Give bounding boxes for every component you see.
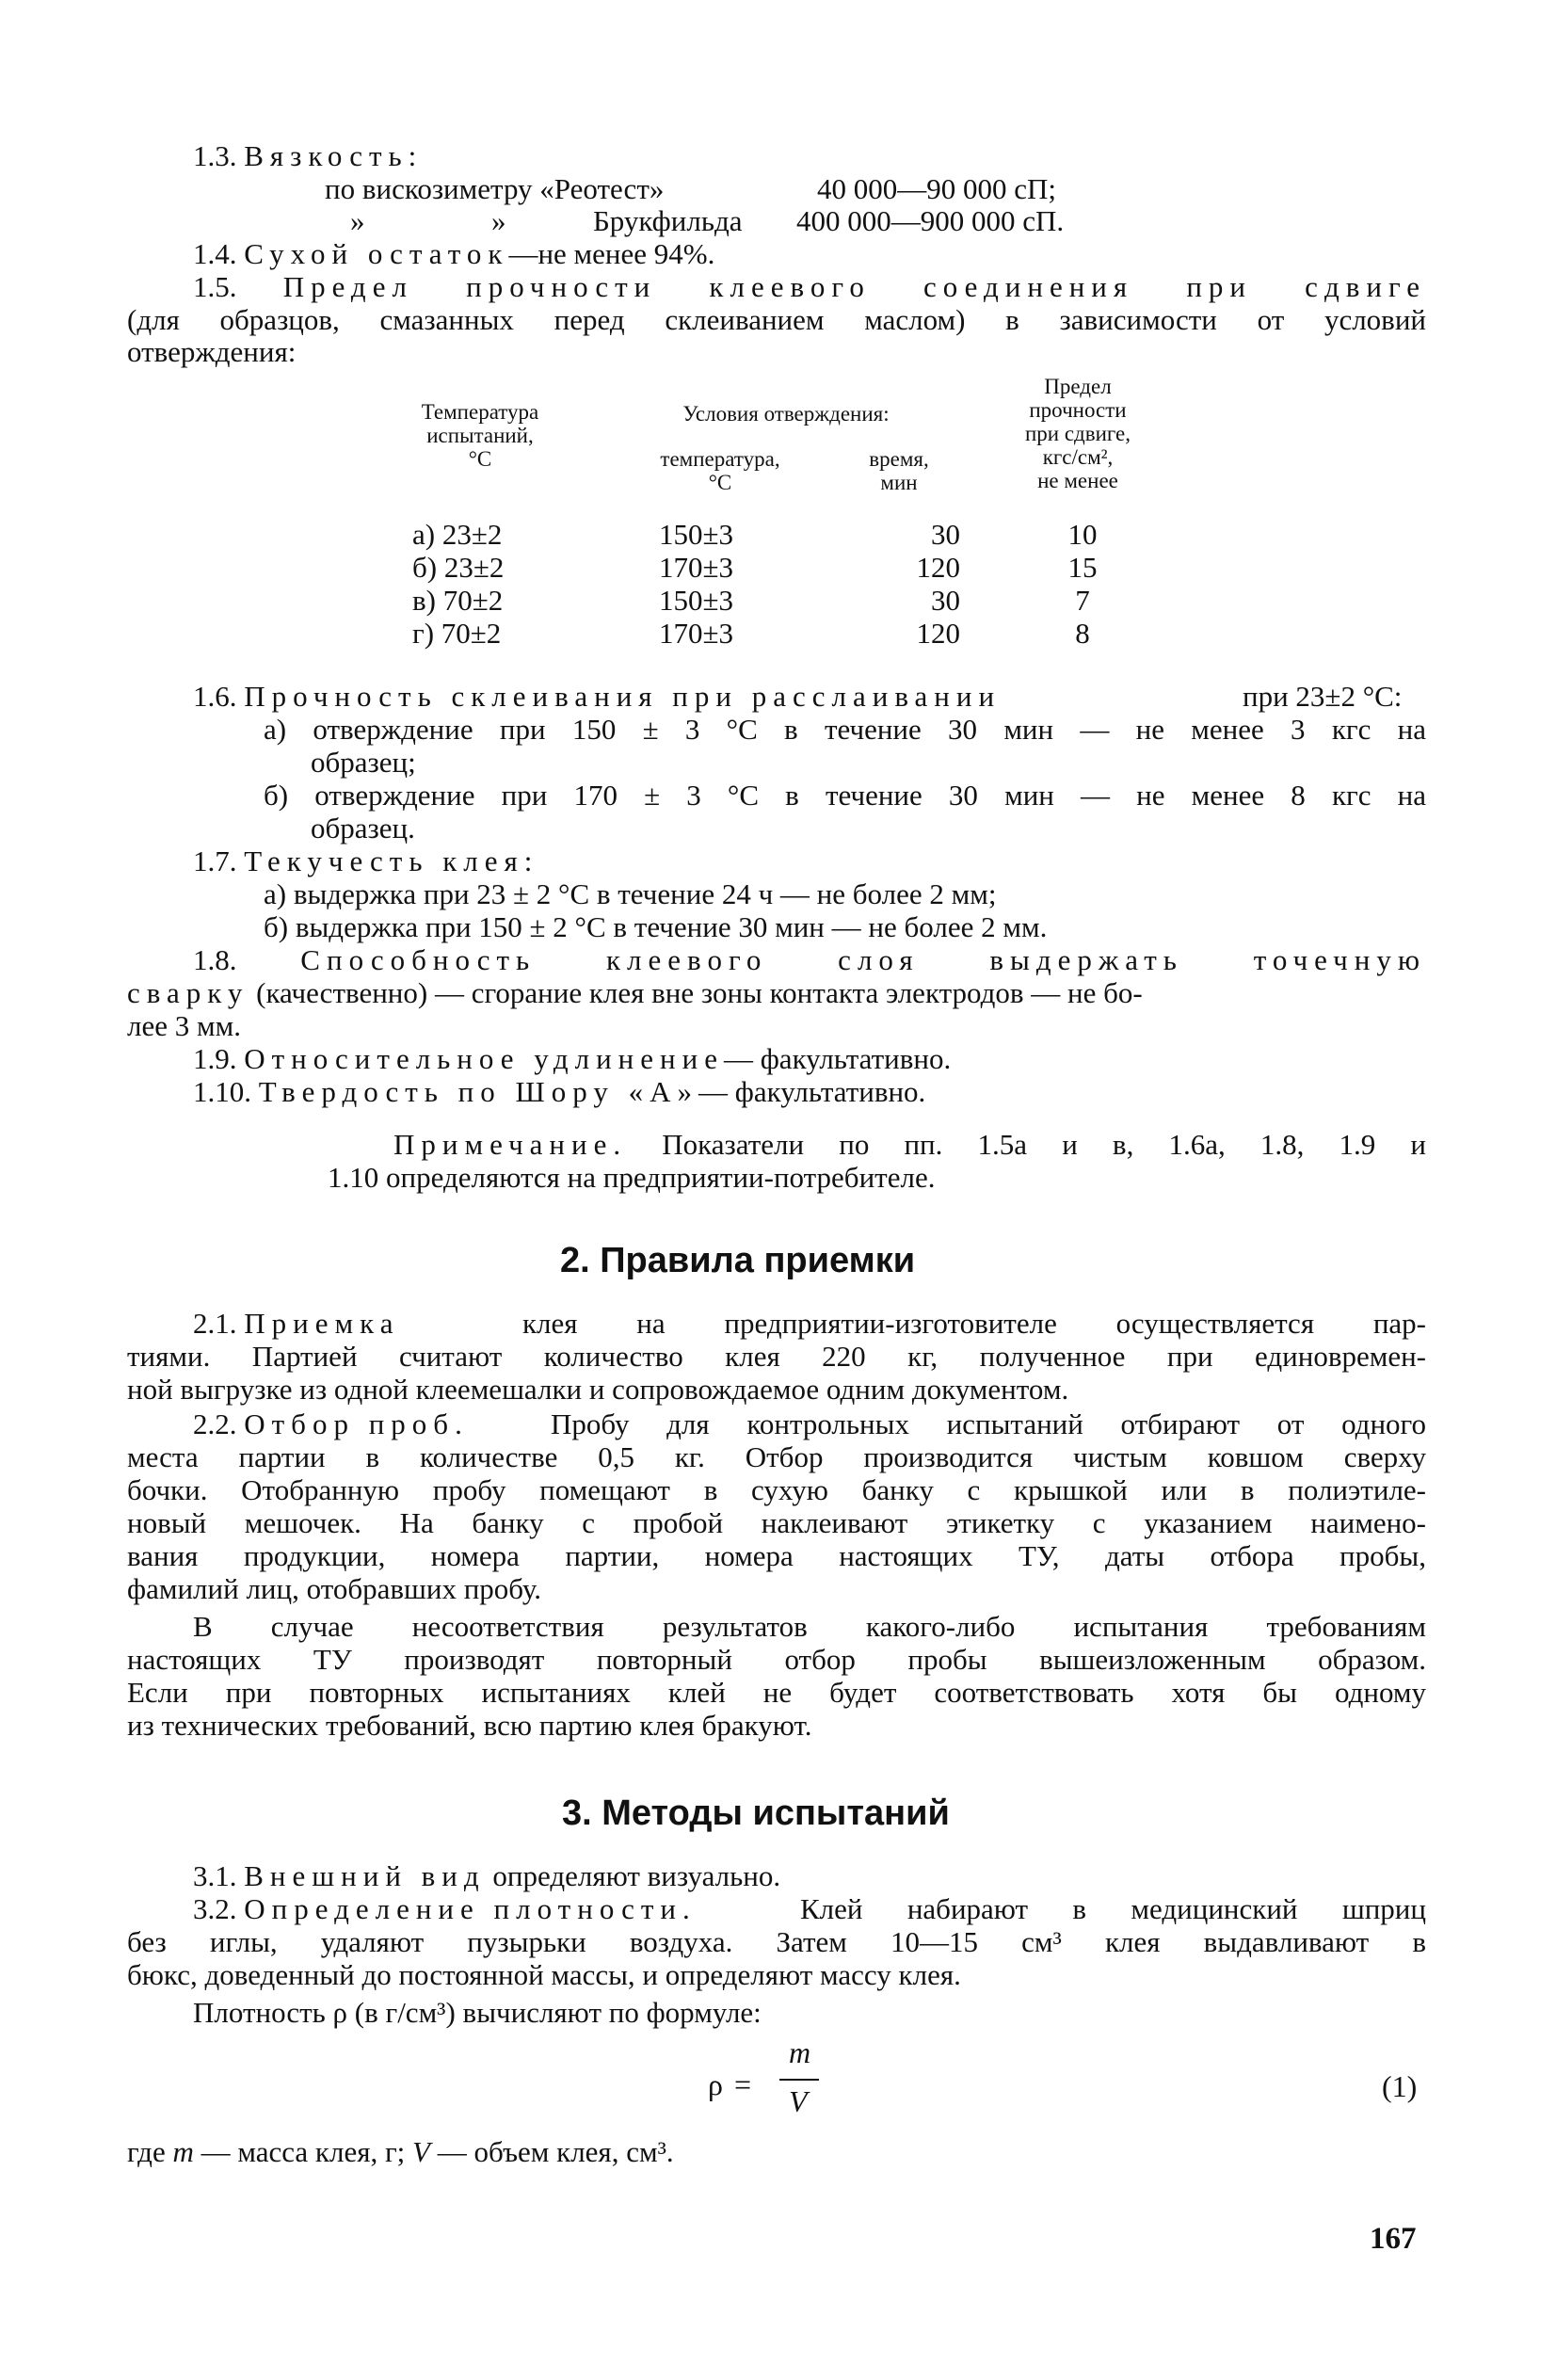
- item-2-1-l1: клея на предприятии-изготовителе осуществляется пар-: [522, 1307, 1426, 1340]
- formula-number: (1): [1382, 2069, 1418, 2103]
- table-cell-time: 30: [931, 584, 960, 617]
- formula-denominator: V: [789, 2084, 808, 2118]
- item-1-6-b: б) отверждение при 170 ± 3 °С в течение 30 мин — не менее 8 кгс на: [264, 779, 1426, 812]
- note: Примечание. Показатели по пп. 1.5а и в, 1.6а, 1.8, 1.9 и: [393, 1128, 1427, 1161]
- item-2-2-l2: места партии в количестве 0,5 кг. Отбор производится чистым ковшом сверху: [127, 1440, 1426, 1473]
- item-2-2-l6: фамилий лиц, отобравших пробу.: [127, 1572, 542, 1605]
- item-2-1: 2.1. Приемка: [193, 1307, 400, 1340]
- item-1-7-a: а) выдержка при 23 ± 2 °С в течение 24 ч — не более 2 мм;: [264, 877, 997, 910]
- note-line2: 1.10 определяются на предприятии-потребителе.: [328, 1161, 936, 1194]
- item-1-5-line2: (для образцов, смазанных перед склеиванием маслом) в зависимости от условий: [127, 303, 1426, 336]
- table-cell-time: 30: [931, 518, 960, 551]
- table-header-cure-time: время, мин: [869, 447, 929, 494]
- item-3-2-l2: без иглы, удаляют пузырьки воздуха. Затем 10—15 см³ клея выдавливают в: [127, 1925, 1426, 1958]
- item-1-7: 1.7. Текучесть клея:: [193, 844, 539, 877]
- viscosity-brookfield-value: 400 000—900 000 сП.: [796, 204, 1065, 237]
- table-row-label: г) 70±2: [412, 617, 502, 650]
- item-2-1-l2: тиями. Партией считают количество клея 220 кг, полученное при единовремен-: [127, 1340, 1426, 1373]
- item-2-2-l5: вания продукции, номера партии, номера настоящих ТУ, даты отбора пробы,: [127, 1539, 1426, 1572]
- table-cell-temp: 170±3: [659, 617, 734, 650]
- item-1-8: 1.8. Способность клеевого слоя выдержать точечную: [193, 943, 1426, 976]
- item-3-1: 3.1. Внешний вид определяют визуально.: [193, 1859, 781, 1892]
- para-2-3-l4: из технических требований, всю партию клея бракуют.: [127, 1709, 812, 1742]
- formula-lhs: ρ: [708, 2067, 723, 2101]
- viscosity-brookfield-label: Брукфильда: [593, 204, 743, 237]
- item-1-9: 1.9. Относительное удлинение— факультативно.: [193, 1042, 952, 1075]
- item-1-3: 1.3. Вязкость:: [193, 139, 424, 172]
- item-1-6-a-cont: образец;: [311, 746, 416, 779]
- item-2-2-l3: бочки. Отобранную пробу помещают в сухую банку с крышкой или в полиэтиле-: [127, 1473, 1426, 1506]
- table-header-test-temp: Температура испытаний, °С: [421, 400, 539, 471]
- table-row-label: б) 23±2: [412, 551, 505, 584]
- table-cell-temp: 170±3: [659, 551, 734, 584]
- table-row-label: а) 23±2: [412, 518, 503, 551]
- item-3-2: 3.2. Определение плотности.: [193, 1892, 697, 1925]
- table-cell-temp: 150±3: [659, 518, 734, 551]
- formula-intro: Плотность ρ (в г/см³) вычисляют по формуле:: [193, 1996, 762, 2029]
- para-2-3-l1: В случае несоответствия результатов какого-либо испытания требованиям: [193, 1610, 1426, 1643]
- item-1-8-line3: лее 3 мм.: [127, 1009, 241, 1042]
- table-header-cure-temp: температура, °С: [660, 447, 780, 494]
- viscosity-reotest-label: по вискозиметру «Реотест»: [325, 172, 665, 205]
- table-cell-temp: 150±3: [659, 584, 734, 617]
- item-2-1-l3: ной выгрузке из одной клеемешалки и сопровождаемое одним документом.: [127, 1373, 1069, 1406]
- item-2-2: 2.2. Отбор проб.: [193, 1407, 469, 1440]
- table-cell-strength: 8: [1075, 617, 1090, 650]
- table-cell-time: 120: [916, 551, 960, 584]
- table-header-cure-conditions: Условия отверждения:: [682, 402, 890, 426]
- item-1-5: 1.5. Предел прочности клеевого соединения при сдвиге: [193, 270, 1427, 303]
- item-1-6-b-cont: образец.: [311, 812, 415, 844]
- item-1-3-title: Вязкость:: [244, 139, 424, 172]
- item-1-6: 1.6. Прочность склеивания при расслаивании: [193, 680, 1002, 713]
- table-row-label: в) 70±2: [412, 584, 504, 617]
- page-number: 167: [1370, 2222, 1417, 2256]
- item-2-2-l4: новый мешочек. На банку с пробой наклеивают этикетку с указанием наимено-: [127, 1506, 1426, 1539]
- item-1-4: 1.4. Сухой остаток—не менее 94%.: [193, 237, 715, 270]
- table-cell-strength: 15: [1067, 551, 1098, 584]
- fraction-bar: [779, 2079, 819, 2081]
- formula-equals: =: [734, 2067, 752, 2101]
- item-3-2-l3: бюкс, доведенный до постоянной массы, и определяют массу клея.: [127, 1958, 961, 1991]
- item-1-10: 1.10. Твердость по Шору «А»— факультативно.: [193, 1075, 926, 1108]
- formula-where: где m — масса клея, г; V — объем клея, см³.: [127, 2135, 674, 2168]
- item-1-8-line2: сварку (качественно) — сгорание клея вне зоны контакта электродов — не бо-: [127, 976, 1143, 1009]
- viscosity-reotest-value: 40 000—90 000 сП;: [817, 172, 1057, 205]
- ditto-mark: »: [491, 204, 506, 237]
- section-3-title: 3. Методы испытаний: [562, 1793, 950, 1833]
- item-1-5-line3: отверждения:: [127, 335, 297, 368]
- ditto-mark: »: [350, 204, 365, 237]
- table-cell-time: 120: [916, 617, 960, 650]
- table-cell-strength: 7: [1075, 584, 1090, 617]
- item-1-6-a: а) отверждение при 150 ± 3 °С в течение 30 мин — не менее 3 кгс на: [264, 713, 1426, 746]
- section-2-title: 2. Правила приемки: [560, 1241, 916, 1280]
- para-2-3-l2: настоящих ТУ производят повторный отбор пробы вышеизложенным образом.: [127, 1643, 1426, 1676]
- table-header-strength: Предел прочности при сдвиге, кгс/см², не менее: [1024, 375, 1131, 492]
- item-1-6-tail: при 23±2 °С:: [1243, 680, 1403, 713]
- formula-numerator: m: [789, 2035, 811, 2069]
- table-cell-strength: 10: [1067, 518, 1098, 551]
- item-3-2-l1: Клей набирают в медицинский шприц: [800, 1892, 1426, 1925]
- item-2-2-l1: Пробу для контрольных испытаний отбирают от одного: [551, 1407, 1426, 1440]
- para-2-3-l3: Если при повторных испытаниях клей не будет соответствовать хотя бы одному: [127, 1676, 1426, 1709]
- item-1-7-b: б) выдержка при 150 ± 2 °С в течение 30 мин — не более 2 мм.: [264, 910, 1048, 943]
